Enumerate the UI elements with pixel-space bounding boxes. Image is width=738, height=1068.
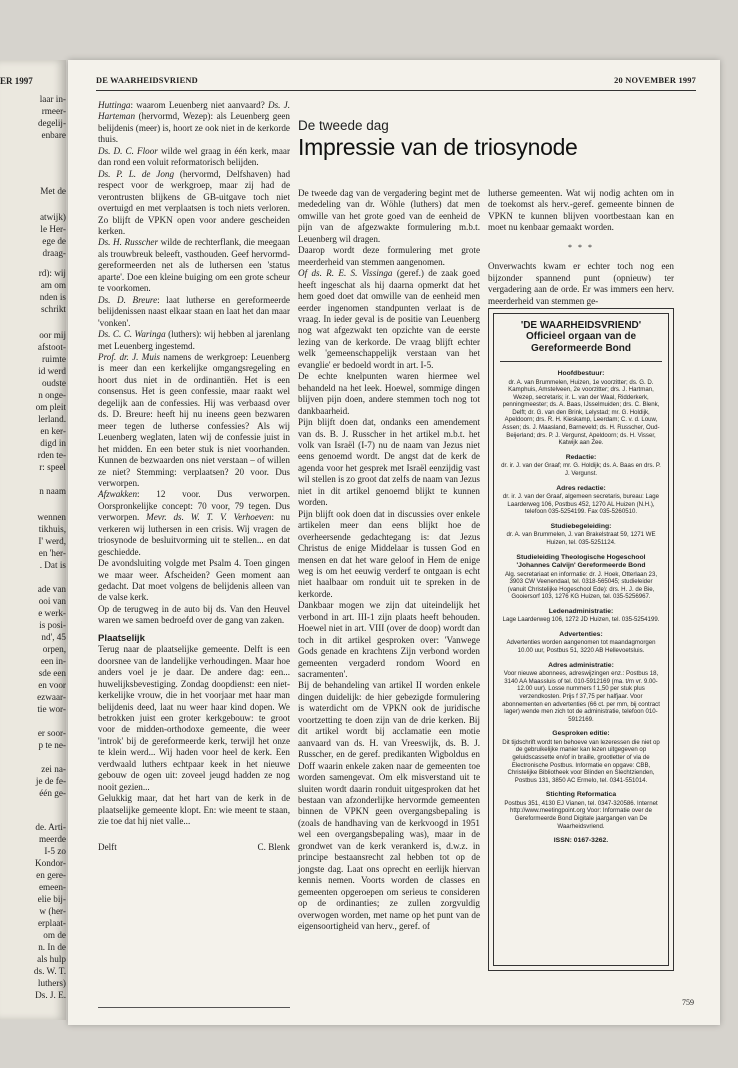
previous-page-fragment: . Dat is — [39, 560, 66, 570]
newspaper-page — [68, 60, 720, 1025]
previous-page-fragment: ooi van — [38, 596, 66, 606]
previous-page-fragment: I' werd, — [38, 536, 66, 546]
previous-page-fragment: een in- — [40, 656, 66, 666]
colophon-section-heading: Redactie: — [565, 453, 597, 461]
previous-page-fragment: Kondor- — [35, 858, 66, 868]
section-divider-stars: * * * — [568, 242, 594, 252]
previous-page-fragment: enbare — [41, 130, 66, 140]
previous-page-fragment: afstoot- — [37, 342, 66, 352]
signature-place: Delft — [98, 841, 117, 852]
previous-page-fragment: r: speel — [39, 462, 66, 472]
previous-page-header: ER 1997 — [0, 76, 33, 86]
signature-author: C. Blenk — [257, 841, 290, 852]
paragraph: Ds. D. Breure: laat lutherse en gereformeerde belijdenissen naast elkaar staan en laat het dan maar 'vonken'. — [98, 294, 290, 328]
previous-page-fragment: tikhuis, — [38, 524, 66, 534]
previous-page-fragment: le Her- — [40, 224, 66, 234]
signature — [98, 842, 290, 853]
previous-page-fragment: w (her- — [39, 906, 66, 916]
colophon-section-body: dr. A. van Brummelen, Huizen, 1e voorzitter; ds. G. D. Kamphuis, Amstelveen, 2e voorzitter; drs. J. Hartman, Wezep, secretaris; ir. L. van der Waal, Ridderkerk, penningmeester; ds. A. Baas, IJsselmuiden; drs. C. Blenk, Delft; dr. G. van den Brink, Lelystad; mr. G. Holdijk, Apeldoorn; drs. R. H. Kieskamp, Leerdam; C. v. d. Louw, Assen; ds. J. Maasland, Barneveld; ds. H. Russcher, Oud-Beijerland; drs. P. J. Vergunst, Apeldoorn; ds. H. Visser, Katwijk aan Zee. — [502, 378, 660, 447]
previous-page-fragment: oudste — [42, 378, 66, 388]
colophon-section-heading: Studieleiding Theologische Hogeschool 'Johannes Calvijn' Gereformeerde Bond — [516, 553, 646, 569]
previous-page-fragment: en ker- — [40, 426, 66, 436]
previous-page-fragment: schrikt — [40, 304, 66, 314]
previous-page-fragment: I-5 zo — [44, 846, 66, 856]
previous-page-edge — [0, 60, 66, 1020]
colophon-section-heading: Hoofdbestuur: — [557, 370, 605, 377]
colophon-section-heading: Studiebegeleiding: — [550, 522, 612, 530]
paragraph: Op de terugweg in de auto bij ds. Van den Heuvel waren we samen bedroefd over de gang van zaken. — [98, 603, 290, 626]
paragraph: Ds. H. Russcher wilde de rechterflank, die meegaan als trouwbreuk beleeft, vasthouden. Geef hervormd-gereformeerden net als de luthersen een 'status aparte'. Doe een kleine buiging om een grote scheur te voorkomen. — [98, 237, 290, 294]
previous-page-fragment: id werd — [38, 366, 66, 376]
previous-page-fragment: sde een — [38, 668, 66, 678]
previous-page-fragment: p te ne- — [38, 740, 66, 750]
column-3 — [488, 188, 674, 307]
paragraph: Ds. D. C. Floor wilde wel graag in één kerk, maar dan rond een voluit reformatorisch belijden. — [98, 145, 290, 168]
colophon-section-body: Voor nieuwe abonnees, adreswijzingen enz.: Postbus 18, 3140 AA Maassluis of tel. 010-5912169 (ma. t/m vr. 9.00-12.00 uur). Losse nummers f 1,50 per stuk plus verzendkosten. Prijs f 37,75 per halfjaar. Voor abonnementen en advertenties (66 ct. per mm, bij contract lager) wende men zich tot de administratie, telefoon 010-5912169. — [502, 670, 660, 723]
previous-page-fragment: er soor- — [37, 728, 66, 738]
previous-page-fragment: ruimte — [42, 354, 66, 364]
previous-page-fragment: zei na- — [41, 764, 66, 774]
colophon-section-body: Advertenties worden aangenomen tot maandagmorgen 10.00 uur, Postbus 51, 3220 AB Hellevoetsluis. — [506, 639, 656, 655]
colophon-section — [500, 554, 662, 601]
colophon-section — [500, 523, 662, 547]
previous-page-fragment: Met de — [40, 186, 66, 196]
previous-page-fragment: degelij- — [37, 118, 66, 128]
colophon-section — [500, 837, 662, 846]
previous-page-fragment: emeen- — [38, 882, 66, 892]
column-end-rule — [98, 1007, 290, 1008]
column-1 — [98, 100, 290, 1015]
paragraph: Terug naar de plaatselijke gemeente. Delft is een doorsnee van de landelijke verhoudingen. Maar hoe anders voel je je daar. De andere dag: een... huwelijksbevestiging. Zondag doopdienst: een niet-kerkelijke vrouw, die in het voorjaar met haar man belijdenis deed, laat nu weer haar kind dopen. We betrokken juist een groter kerkgebouw: te groot voor de midden-orthodoxe gemeente, die weer 'introk' bij de gereformeerde kerk, terwijl het onze te klein werd... Wij haden voor heel de kerk. Een verdwaald luthers echtpaar keek in het nieuwe gebouw de ogen uit: zoveel jeugd hadden ze nog nooit gezien... — [98, 644, 290, 792]
previous-page-fragment: n. In de — [38, 942, 66, 952]
previous-page-fragment: en 'her- — [38, 548, 66, 558]
previous-page-fragment: rden te- — [37, 450, 66, 460]
colophon-section-heading: Gesproken editie: — [552, 730, 610, 738]
previous-page-fragment: atwijk) — [39, 212, 66, 222]
paragraph: De avondsluiting volgde met Psalm 4. Toen gingen we maar weer. Afscheiden? Geen moment aan gedacht. Dat moet volgens de belijdenis alleen van de valse kerk. — [98, 558, 290, 603]
colophon-section-body: dr. ir. J. van der Graaf, algemeen secretaris, bureau: Lage Laarderweg 106, Postbus 452, 1270 AL Huizen (N.H.), telefoon 035-5254199. Fax 035-5260510. — [502, 493, 660, 516]
colophon-section-body: Alg. secretariaat en informatie: dr. J. Hoek, Otterlaan 23, 3903 CW Veenendaal, tel. 0318-565045; studieleider (vanuit Christelijke Hogeschool Ede): drs. H. J. de Bie, Gooiersorf 103, 1276 KG Huizen, tel. 035-5256967. — [504, 570, 658, 601]
paragraph: Prof. dr. J. Muis namens de werkgroep: Leuenberg is meer dan een kerkelijke omgangsregeling en hoort dus niet in de ordinantiën. Het is een consensus. Het is geen confessie, maar raakt wel degelijk aan de confessies. Hij was verbaasd over ds. D. Breure: heeft hij nu ineens geen bezwaren meer tegen de lutherse confessies? Als wij Leuenberg weglaten, laten wij de confessie juist in het midden. En een beter stuk is niet voorhanden. Kunnen de bezwaarden ons niet verstaan – of willen ze niet? Stemming: verplaatsen? 20 voor. Dus verworpen. — [98, 351, 290, 488]
previous-page-fragment: ade van — [37, 584, 66, 594]
colophon-section-heading: Adres redactie: — [556, 484, 606, 492]
running-header — [96, 76, 696, 91]
previous-page-fragment: ds. W. T. — [33, 966, 66, 976]
colophon-section — [500, 485, 662, 516]
colophon-section-body: dr. ir. J. van der Graaf; mr. G. Holdijk; ds. A. Baas en drs. P. J. Vergunst. — [501, 462, 661, 477]
issue-date: 20 NOVEMBER 1997 — [614, 76, 696, 85]
previous-page-fragment: ege de — [42, 236, 66, 246]
previous-page-fragment: n onge- — [38, 390, 66, 400]
previous-page-fragment: am om — [40, 280, 66, 290]
paragraph: Pijn blijft doen dat, ondanks een amendement van ds. B. J. Russcher in het artikel m.b.t. het volk van Israël (I-7) nu de naam van Jezus niet eens genoemd wordt. De angst dat de kerk de agenda voor het gesprek met Israël eenzijdig vast wil stellen is zo groot dat zelfs de naam van Jezus niet in dit artikel genoemd blijkt te kunnen worden. — [298, 417, 480, 508]
colophon-section-body: Lage Laarderweg 106, 1272 JD Huizen, tel. 035-5254199. — [502, 616, 660, 624]
previous-page-fragment: ezwaar- — [37, 692, 66, 702]
previous-page-fragment: om pleit — [35, 402, 66, 412]
paragraph: Of ds. R. E. S. Vissinga (geref.) de zaak goed heeft ingeschat als hij daarna opmerkt dat het hem goed doet dat omwille van de eenheid men eerder ingenomen standpunten verlaat is de vraag. In ieder geval is de positie van Leuenberg nog wat afgezwakt ten opzichte van de eerste lezing van de kerkorde. De vraag blijft echter welk 'gemeenschappelijk verstaan van het evanglie' er bedoeld wordt in art. I-5. — [298, 268, 480, 370]
colophon-section-body: dr. A. van Brummelen, J. van Brakelstraat 59, 1271 WE Huizen, tel. 035-5251124. — [506, 531, 656, 546]
previous-page-fragment: is posi- — [39, 620, 66, 630]
previous-page-fragment: om de — [43, 930, 66, 940]
previous-page-fragment: meerde — [38, 834, 66, 844]
colophon-section — [500, 791, 662, 830]
colophon-section — [500, 454, 662, 478]
previous-page-fragment: tie wor- — [37, 704, 66, 714]
previous-page-fragment: lerland. — [38, 414, 66, 424]
column-3-paragraph: Onverwachts kwam er echter toch nog een bijzonder spannend punt (opnieuw) ter vergadering aan de orde. Er was immers een herv. meerderheid van stemmen ge- — [488, 261, 674, 306]
local-section-text — [98, 644, 290, 827]
colophon-section-heading: Ledenadministratie: — [548, 607, 614, 615]
colophon-section-body: Dit tijdschrift wordt ten behoeve van lezeressen die niet op de gebruikelijke manier kan lezen uitgegeven op geluidscassette en/of in braille, grootletter of via de Electronische Postbus. Informatie en opgave: CBB, Christelijke Bibliotheek voor Blinden en Slechtzienden, Postbus 131, 3850 AC Ermelo, tel. 0341-551014. — [502, 738, 660, 784]
colophon-section — [500, 370, 662, 447]
colophon-inner — [493, 313, 669, 966]
previous-page-fragment: nden is — [39, 292, 66, 302]
previous-page-fragment: draag- — [42, 248, 66, 258]
article-kicker: De tweede dag — [298, 118, 389, 133]
paragraph: Dankbaar mogen we zijn dat uiteindelijk het verbond in art. III-1 zijn plaats heeft behouden. Hoewel niet in art. VIII (over de doop) wordt dan toch in dit artikel gesproken over: 'Vanwege Gods genade en krachtens Zijn verbond worden gemeenten vergaderd rondom Woord en sacramenten'. — [298, 600, 480, 680]
colophon-title: 'DE WAARHEIDSVRIEND' — [520, 320, 642, 331]
paragraph: De tweede dag van de vergadering begint met de mededeling van dr. Wöhle (luthers) dat men omwille van het grote goed van de eenheid de pijn van de afgezwakte formulering m.b.t. Leuenberg wil dragen. — [298, 188, 480, 244]
paragraph: Daarop wordt deze formulering met grote meerderheid van stemmen aangenomen. — [298, 245, 480, 267]
colophon-section-heading: Adres administratie: — [548, 661, 614, 669]
previous-page-fragment: als hulp — [37, 954, 66, 964]
article-headline: Impressie van de triosynode — [298, 134, 578, 160]
subheading-plaatselijk: Plaatselijk — [98, 632, 145, 644]
colophon-section — [500, 662, 662, 724]
previous-page-fragment: rd): wij — [38, 268, 66, 278]
paragraph: Gelukkig maar, dat het hart van de kerk in de plaatselijke gemeente klopt. En: wie meent te staan, zie toe dat hij niet valle... — [98, 793, 290, 827]
previous-page-fragment: één ge- — [39, 788, 66, 798]
previous-page-fragment: elie bij- — [37, 894, 66, 904]
previous-page-fragment: oor mij — [39, 330, 66, 340]
paragraph: De echte knelpunten waren hiermee wel behandeld na het leek. Hoewel, sommige dingen blijven pijn doen, andere stemmen toch nog tot dankbaarheid. — [298, 371, 480, 416]
column-2 — [298, 188, 480, 1020]
page-number: 759 — [682, 998, 694, 1007]
colophon-section — [500, 631, 662, 655]
column-3-paragraph: lutherse gemeenten. Wat wij nodig achten om in de toekomst als herv.-geref. gemeente binnen de VPKN te kunnen blijven voortbestaan kan en moet nu kenbaar gemaakt worden. — [488, 188, 674, 233]
previous-page-fragment: je de fe- — [35, 776, 66, 786]
paragraph: Bij de behandeling van artikel II worden enkele dingen duidelijk: de hier gebezigde formulering is waterdicht om de VPKN ook de juridische voortzetting te doen zijn van de drie kerken. Bij dit artikel wordt bij acclamatie een motie aanvaard van ds. H. van Vreeswijk, ds. B. J. Russcher, en de geref. predikanten Wigboldus en Doff waarin enkele zaken naar de gemeenten toe worden samengevat. Om elk misverstand uit te sluiten wordt daarin ronduit uitgesproken dat het bestaan van afzonderlijke hervormde gemeenten binnen de VPKN geen overgangsbepaling is (zoals de handhaving van de kerkvoogd in 1951 wel een overgangsbepaling was), maar in de grondwet van de kerk verankerd is, d.w.z. in principe bestaansrecht zal hebben tot op de jongste dag. Laat ons oprecht en eerlijk hiervan kennis nemen. Voorts worden de classes en gemeenten opgeroepen om serieus te consideren op de ordinanties; ze zullen zorgvuldig overwogen worden, met name op het punt van de eigensoortigheid van herv., geref. of — [298, 680, 480, 931]
previous-page-fragment: wennen — [37, 512, 66, 522]
previous-page-fragment: en gere- — [36, 870, 66, 880]
previous-page-fragment: rmeer- — [41, 106, 66, 116]
colophon-section-body: Postbus 351, 4130 EJ Vianen, tel. 0347-320586. Internet http://www.meetingpoint.org Voor: Informatie over de Gereformeerde Bond Digitale jaargangen van De Waarheidsvriend. — [504, 799, 658, 830]
colophon-section-heading: Stichting Reformatica — [545, 791, 617, 799]
previous-page-fragment: luthers) — [37, 978, 66, 988]
paragraph: Pijn blijft ook doen dat in discussies over enkele artikelen meer dan eens blijkt hoe de overheersende gedachtegang is: dat Jezus Christus de enige Middelaar is tussen God en mensen en dat het ware geloof in Hem de enige weg is om het eeuwig verderf te ontgaan is echt niet haalbaar om ronduit uit te spreken in de kerkorde. — [298, 508, 480, 599]
column-2-text — [298, 188, 480, 932]
previous-page-fragment: nd', 45 — [41, 632, 66, 642]
colophon-section-heading: ISSN: 0167-3262. — [553, 837, 609, 845]
previous-page-fragment: en voor — [38, 680, 66, 690]
colophon-sections — [500, 370, 662, 846]
colophon-subtitle: Officieel orgaan van de Gereformeerde Bond — [500, 331, 662, 362]
previous-page-fragment: e werk- — [38, 608, 66, 618]
paragraph: Huttinga: waarom Leuenberg niet aanvaard? Ds. J. Harteman (hervormd, Wezep): als Leuenberg geen belijdenis (meer) is, hoort ze ook niet in de kerkorde thuis. — [98, 100, 290, 145]
previous-page-fragment: n naam — [39, 486, 66, 496]
previous-page-fragment: de. Arti- — [35, 822, 66, 832]
publication-name: DE WAARHEIDSVRIEND — [96, 76, 198, 85]
colophon-section — [500, 608, 662, 624]
paragraph: Ds. C. C. Waringa (luthers): wij hebben al jarenlang met Leuenberg ingestemd. — [98, 329, 290, 351]
colophon-section-heading: Advertenties: — [559, 630, 603, 638]
previous-page-fragment: orpen, — [42, 644, 66, 654]
previous-page-fragment: laar in- — [39, 94, 66, 104]
previous-page-fragment: Ds. J. E. — [35, 990, 66, 1000]
colophon-box — [488, 308, 674, 971]
column-1-text — [98, 100, 290, 627]
colophon-section — [500, 730, 662, 784]
paragraph: Afzwakken: 12 voor. Dus verworpen. Oorspronkelijke concept: 70 voor, 79 tegen. Dus verworpen. Mevr. ds. W. T. V. Verhoeven: nu verkeren wij luthersen in een crisis. Wij vragen de triosynode de besluitvorming uit te stellen... en dat geschiedde. — [98, 489, 290, 557]
previous-page-fragment: erplaat- — [37, 918, 66, 928]
previous-page-fragment: digd in — [40, 438, 66, 448]
paragraph: Ds. P. L. de Jong (hervormd, Delfshaven) had respect voor de werkgroep, maar zij had de verontrusten blijkens de GB-uitgave toch niet overtuigd en met verplaatsen is toch niets verloren. Zo blijft de VPKN open voor andere gescheiden kerken. — [98, 168, 291, 236]
